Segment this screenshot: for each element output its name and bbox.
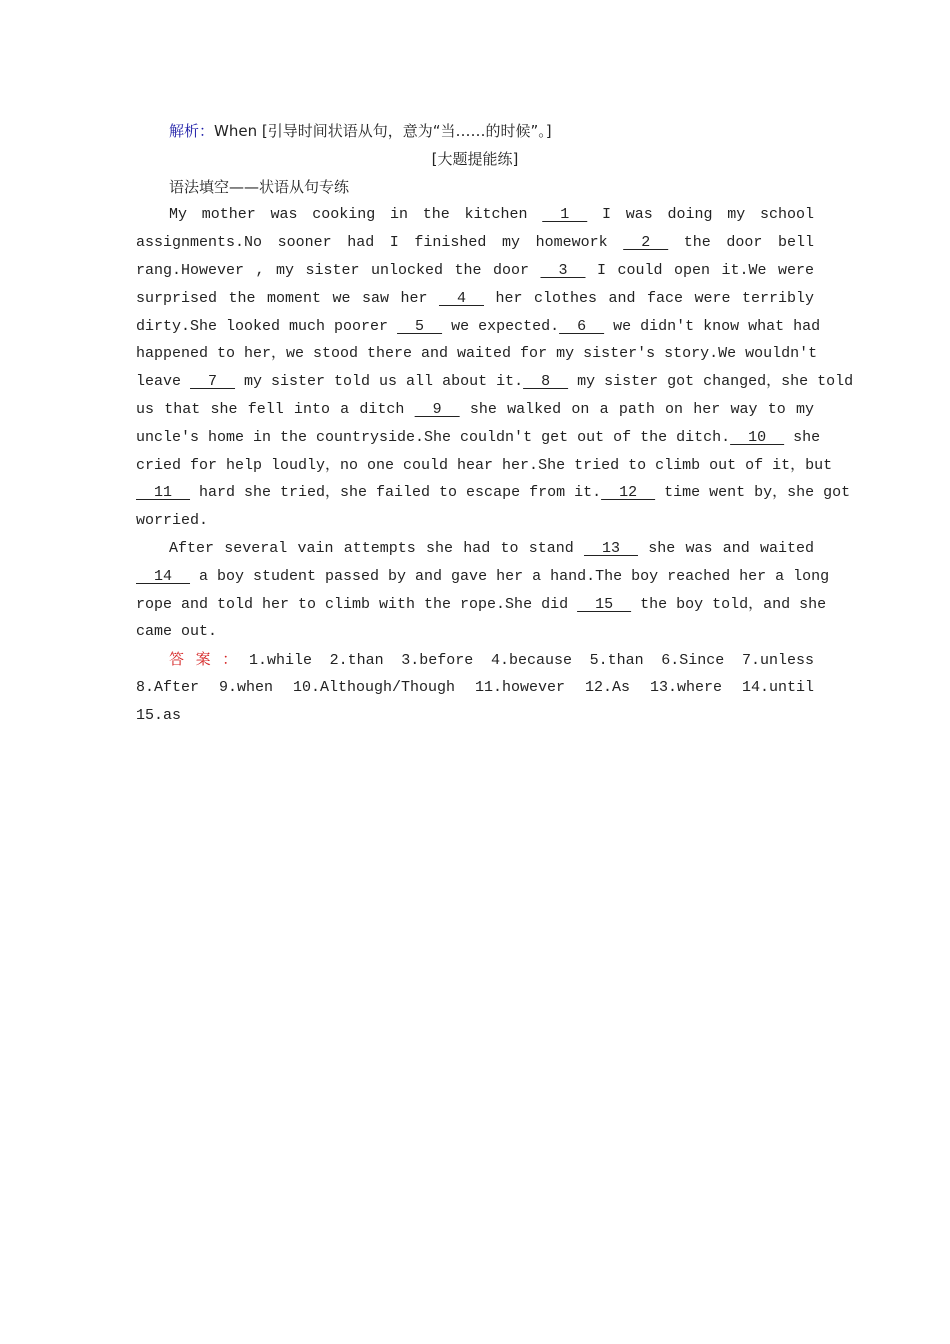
passage-text: assignments.No sooner had I finished my homework [136,234,624,252]
passage-line [136,535,814,563]
passage-line [136,424,821,452]
passage-line [136,313,821,341]
passage-line [136,591,827,619]
blank-number: 7 [190,373,236,391]
passage-text: us that she fell into a ditch [136,400,415,418]
answers-line-1 [136,646,814,674]
passage-text: my sister got changed，she told [568,373,854,391]
passage-text: my sister told us all about it. [235,373,524,391]
passage-text: happened to her，we stood there and waited for my sister's story.We wouldn't [136,345,818,363]
passage-text: rope and told her to climb with the rope.She did [136,595,578,613]
analysis-label: 解析： [169,122,215,140]
passage-text: her clothes and face were terribly [484,289,814,307]
passage-text: I could open it.We were [585,261,814,279]
blank-number: 6 [559,317,605,335]
blank-number: 15 [577,595,632,613]
passage-text: cried for help loudly，no one could hear her.She tried to climb out of it，but [136,456,833,474]
blank-number: 1 [542,206,588,224]
blank-number: 13 [583,539,638,557]
passage-text: she was and waited [638,539,814,557]
blank-number: 11 [136,484,191,502]
analysis-line [136,118,814,146]
passage-text: surprised the moment we saw her [136,289,439,307]
passage-text: time went by，she got [655,484,851,502]
passage-line [136,340,818,368]
passage-text: rang.However , my sister unlocked the door [136,261,541,279]
answers-line-2: 8.After 9.when 10.Although/Though 11.however 12.As 13.where 14.until [136,678,814,696]
passage-line [136,507,814,535]
passage-line [136,229,814,257]
blank-number: 12 [601,484,656,502]
blank-number: 9 [414,400,460,418]
passage-text: she [784,428,821,446]
passage-text: After several vain attempts she had to stand [169,539,584,557]
blank-number: 14 [136,567,191,585]
passage-line [136,201,814,229]
section-title: [大题提能练] [431,149,519,168]
blank-number: 8 [523,373,569,391]
passage-text: worried. [136,512,209,530]
analysis-text: When [引导时间状语从句，意为“当……的时候”。] [214,122,552,140]
passage-text: the boy told，and she [631,595,827,613]
answers-label: 答案： [169,650,249,669]
passage-line [136,452,833,480]
passage-line [136,618,814,646]
passage-text: we expected. [442,317,560,335]
passage-text: I was doing my school [587,206,814,224]
passage-text: uncle's home in the countryside.She couldn't get out of the ditch. [136,428,731,446]
passage-text: dirty.She looked much poorer [136,317,398,335]
passage-line [136,479,851,507]
blank-number: 4 [438,289,484,307]
passage-line [136,396,814,424]
document-page [136,118,854,730]
blank-number: 5 [397,317,443,335]
blank-number: 2 [623,234,669,252]
answers-line-3: 15.as [136,706,182,724]
passage-text: leave [136,373,191,391]
passage-line [136,368,854,396]
passage-text: came out. [136,623,218,641]
blank-number: 3 [540,261,586,279]
blank-number: 10 [730,428,785,446]
passage-paragraph-1 [136,201,854,535]
passage-text: the door bell [668,234,814,252]
passage-line [136,285,814,313]
passage-text: she walked on a path on her way to my [459,400,814,418]
exercise-title: 语法填空——状语从句专练 [169,177,350,196]
answers-text-1: 1.while 2.than 3.before 4.because 5.than 6.Since 7.unless [248,652,814,670]
passage-text: My mother was cooking in the kitchen [169,206,543,224]
passage-paragraph-2 [136,535,830,646]
passage-text: a boy student passed by and gave her a hand.The boy reached her a long [190,567,830,585]
passage-text: hard she tried，she failed to escape from it. [190,484,602,502]
passage-text: we didn't know what had [604,317,821,335]
passage-line [136,257,814,285]
passage-line [136,563,830,591]
